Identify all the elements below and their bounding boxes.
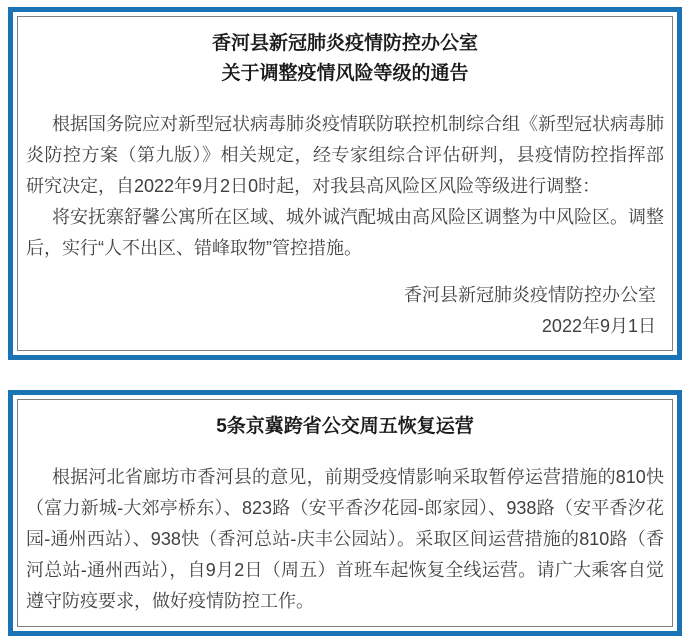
notice1-title <box>26 29 664 89</box>
notice1-paragraph-adjustment: 将安抚寨舒馨公寓所在区域、城外诚汽配城由高风险区调整为中风险区。调整后，实行“人不出区、错峰取物”管控措施。 <box>26 207 664 258</box>
notice1-title-line2: 关于调整疫情风险等级的通告 <box>221 63 469 84</box>
notice1-title-line1: 香河县新冠肺炎疫情防控办公室 <box>211 33 478 54</box>
notice2-title: 5条京冀跨省公交周五恢复运营 <box>216 416 474 437</box>
notice1-date: 2022年9月1日 <box>541 316 656 336</box>
notice1-signature: 香河县新冠肺炎疫情防控办公室 <box>404 285 656 305</box>
notice2-content <box>17 399 673 627</box>
notice1-content <box>17 16 673 351</box>
notice1-paragraph-basis: 根据国务院应对新型冠状病毒肺炎疫情联防联控机制综合组《新型冠状病毒肺炎防控方案（第九版）》相关规定，经专家组综合评估研判，县疫情防控指挥部研究决定，自2022年9月2日0时起，对我县高风险区风险等级进行调整： <box>26 114 664 196</box>
notice-card-bus-resumption <box>8 390 682 636</box>
notice2-paragraph-routes: 根据河北省廊坊市香河县的意见，前期受疫情影响采取暂停运营措施的810快（富力新城-大郊亭桥东）、823路（安平香汐花园-郎家园）、938路（安平香汐花园-通州西站）、938快（香河总站-庆丰公园站）。采取区间运营措施的810路（香河总站-通州西站），自9月2日（周五）首班车起恢复全线运营。请广大乘客自觉遵守防疫要求，做好疫情防控工作。 <box>26 467 664 611</box>
notice-card-risk-adjustment <box>8 7 682 360</box>
